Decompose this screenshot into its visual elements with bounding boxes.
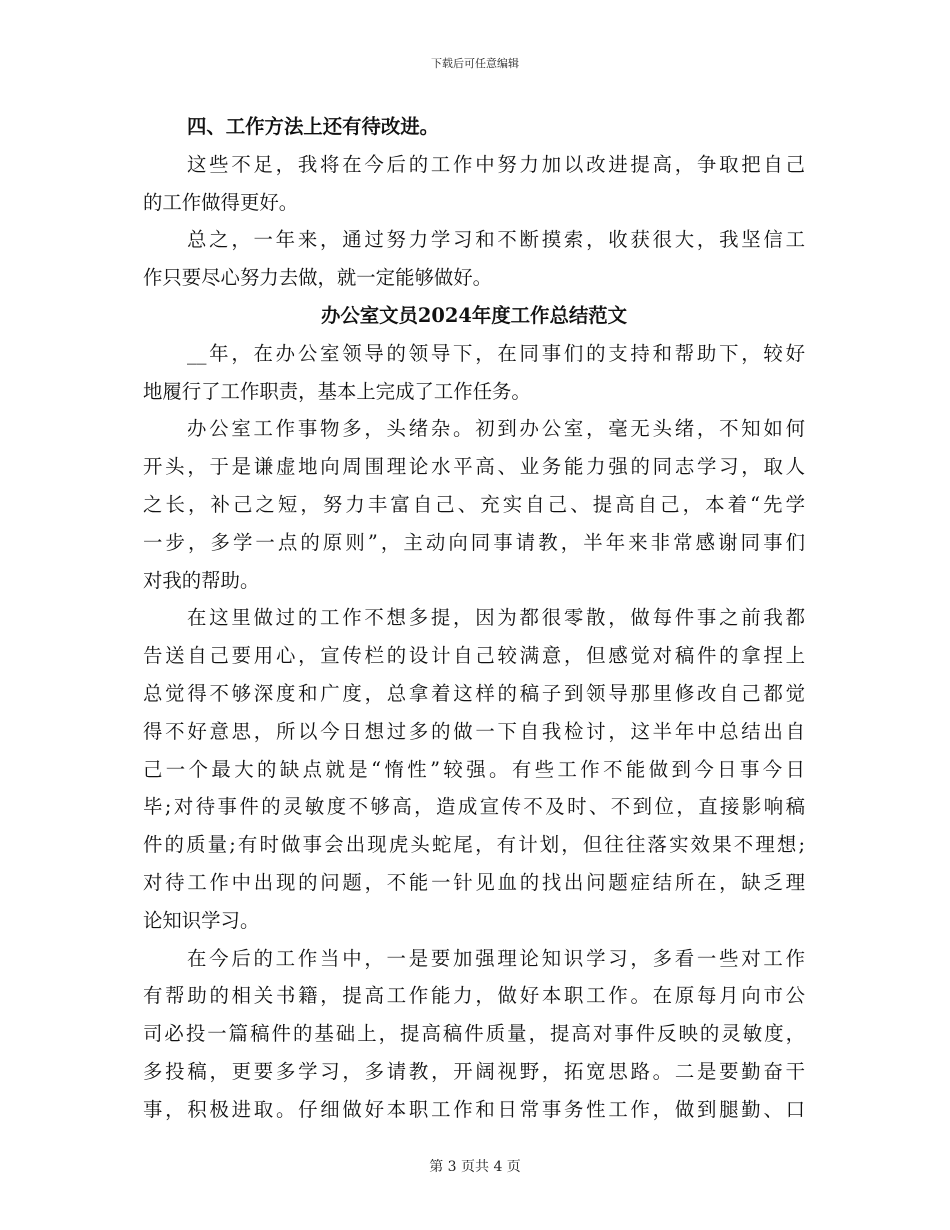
paragraph-line: 之长，补己之短，努力丰富自己、充实自己、提高自己，本着“先学 bbox=[143, 492, 805, 516]
paragraph-line: 对待工作中出现的问题，不能一针见血的找出问题症结所在，缺乏理 bbox=[143, 870, 805, 894]
paragraph-line: 开头，于是谦虚地向周围理论水平高、业务能力强的同志学习，取人 bbox=[143, 455, 805, 479]
paragraph-line: 件的质量;有时做事会出现虎头蛇尾，有计划，但往往落实效果不理想; bbox=[143, 833, 805, 857]
paragraph-line: 事，积极进取。仔细做好本职工作和日常事务性工作，做到腿勤、口 bbox=[143, 1097, 805, 1121]
document-body bbox=[143, 108, 805, 1129]
section-heading: 四、工作方法上还有待改进。 bbox=[187, 115, 440, 138]
paragraph-line: 地履行了工作职责，基本上完成了工作任务。 bbox=[143, 379, 531, 403]
paragraph-line: 的工作做得更好。 bbox=[143, 190, 299, 214]
document-title: 办公室文员2024年度工作总结范文 bbox=[320, 303, 628, 327]
paragraph-line: 一步，多学一点的原则”，主动向同事请教，半年来非常感谢同事们 bbox=[143, 530, 805, 554]
paragraph-line: 在今后的工作当中，一是要加强理论知识学习，多看一些对工作 bbox=[187, 946, 805, 970]
paragraph-line: 对我的帮助。 bbox=[143, 568, 260, 592]
page-header: 下载后可任意编辑 bbox=[431, 57, 519, 70]
paragraph-line: 办公室工作事物多，头绪杂。初到办公室，毫无头绪，不知如何 bbox=[187, 417, 805, 441]
paragraph-line: 毕;对待事件的灵敏度不够高，造成宣传不及时、不到位，直接影响稿 bbox=[143, 795, 805, 819]
paragraph-line: 有帮助的相关书籍，提高工作能力，做好本职工作。在原每月向市公 bbox=[143, 984, 805, 1008]
paragraph-line: __年，在办公室领导的领导下，在同事们的支持和帮助下，较好 bbox=[187, 341, 805, 365]
page-number: 第 3 页共 4 页 bbox=[429, 1159, 521, 1175]
paragraph-line: 己一个最大的缺点就是“惰性”较强。有些工作不能做到今日事今日 bbox=[143, 757, 805, 781]
paragraph-line: 这些不足，我将在今后的工作中努力加以改进提高，争取把自己 bbox=[187, 152, 805, 176]
paragraph-line: 得不好意思，所以今日想过多的做一下自我检讨，这半年中总结出自 bbox=[143, 719, 805, 743]
paragraph-line: 司必投一篇稿件的基础上，提高稿件质量，提高对事件反映的灵敏度， bbox=[143, 1022, 805, 1046]
paragraph-line: 总觉得不够深度和广度，总拿着这样的稿子到领导那里修改自己都觉 bbox=[143, 681, 805, 705]
paragraph-line: 告送自己要用心，宣传栏的设计自己较满意，但感觉对稿件的拿捏上 bbox=[143, 644, 805, 668]
paragraph-line: 论知识学习。 bbox=[143, 908, 260, 932]
paragraph-line: 多投稿，更要多学习，多请教，开阔视野，拓宽思路。二是要勤奋干 bbox=[143, 1059, 805, 1083]
paragraph-line: 总之，一年来，通过努力学习和不断摸索，收获很大，我坚信工 bbox=[187, 228, 805, 252]
paragraph-line: 作只要尽心努力去做，就一定能够做好。 bbox=[143, 266, 493, 290]
paragraph-line: 在这里做过的工作不想多提，因为都很零散，做每件事之前我都 bbox=[187, 606, 805, 630]
